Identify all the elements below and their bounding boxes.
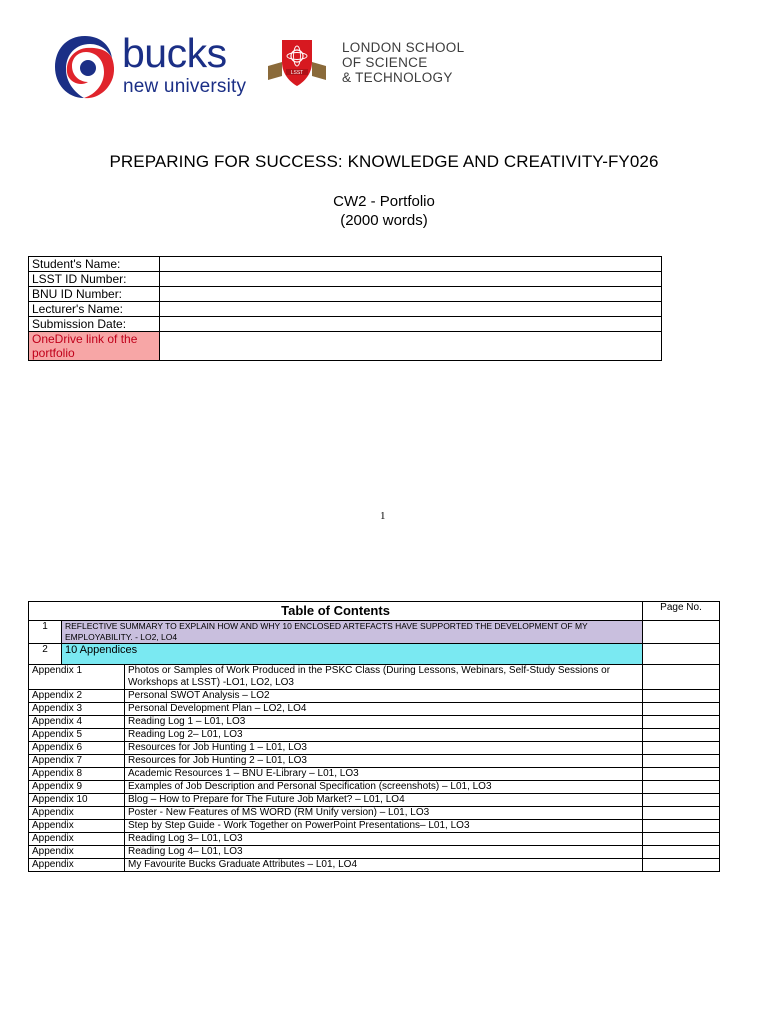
appendix-description: Personal Development Plan – LO2, LO4 [125, 703, 643, 716]
toc-header-row [29, 602, 720, 621]
appendix-description: My Favourite Bucks Graduate Attributes – L01, LO4 [125, 859, 643, 872]
appendix-label: Appendix [29, 846, 125, 859]
lsst-crest-icon [264, 36, 330, 88]
appendix-label: Appendix 7 [29, 755, 125, 768]
table-row [29, 742, 720, 755]
appendix-label: Appendix 3 [29, 703, 125, 716]
table-of-contents [28, 601, 720, 872]
appendix-label: Appendix 5 [29, 729, 125, 742]
appendix-label: Appendix 10 [29, 794, 125, 807]
student-name-field[interactable] [160, 257, 662, 272]
table-row [29, 846, 720, 859]
appendix-description: Blog – How to Prepare for The Future Job Market? – L01, LO4 [125, 794, 643, 807]
table-row [29, 332, 662, 361]
submission-date-label: Submission Date: [29, 317, 160, 332]
appendix-description: Reading Log 3– L01, LO3 [125, 833, 643, 846]
page-cell [643, 729, 720, 742]
page-number: 1 [380, 510, 386, 522]
document-title: PREPARING FOR SUCCESS: KNOWLEDGE AND CREATIVITY-FY026 [109, 152, 659, 171]
table-row [29, 317, 662, 332]
bnu-id-field[interactable] [160, 287, 662, 302]
appendix-description: Reading Log 2– L01, LO3 [125, 729, 643, 742]
bucks-subtitle: new university [123, 76, 247, 97]
bucks-swirl-icon [52, 32, 118, 102]
lsst-logo [264, 36, 474, 96]
lsst-crest-label: LSST [290, 70, 304, 76]
table-row [29, 287, 662, 302]
page-cell [643, 665, 720, 690]
appendix-description: Step by Step Guide - Work Together on PowerPoint Presentations– L01, LO3 [125, 820, 643, 833]
toc-section-row [29, 621, 720, 644]
table-row [29, 257, 662, 272]
lsst-id-field[interactable] [160, 272, 662, 287]
onedrive-link-label: OneDrive link of the portfolio [29, 332, 160, 361]
page-cell [643, 794, 720, 807]
page-cell [643, 859, 720, 872]
section-number: 1 [29, 621, 62, 644]
appendix-description: Reading Log 4– L01, LO3 [125, 846, 643, 859]
appendices-entry: 10 Appendices [62, 644, 643, 665]
appendix-label: Appendix 2 [29, 690, 125, 703]
submission-date-field[interactable] [160, 317, 662, 332]
appendix-description: Academic Resources 1 – BNU E-Library – L01, LO3 [125, 768, 643, 781]
table-row [29, 272, 662, 287]
appendix-label: Appendix [29, 833, 125, 846]
appendix-label: Appendix 1 [29, 665, 125, 690]
table-row [29, 794, 720, 807]
student-info-table [28, 256, 662, 361]
appendix-description: Resources for Job Hunting 1 – L01, LO3 [125, 742, 643, 755]
lsst-name-line-1: LONDON SCHOOL [342, 40, 465, 55]
coursework-title: CW2 - Portfolio [333, 193, 435, 210]
appendix-label: Appendix 4 [29, 716, 125, 729]
toc-section-row [29, 644, 720, 665]
page-cell [643, 644, 720, 665]
appendix-description: Resources for Job Hunting 2 – L01, LO3 [125, 755, 643, 768]
page-cell [643, 621, 720, 644]
page-cell [643, 716, 720, 729]
table-row [29, 755, 720, 768]
table-row [29, 768, 720, 781]
table-row [29, 833, 720, 846]
appendix-description: Examples of Job Description and Personal Specification (screenshots) – L01, LO3 [125, 781, 643, 794]
reflective-summary-entry: REFLECTIVE SUMMARY TO EXPLAIN HOW AND WHY 10 ENCLOSED ARTEFACTS HAVE SUPPORTED THE DEVELOPMENT OF MY EMPLOYABILITY. - LO2, LO4 [62, 621, 643, 644]
page-no-header: Page No. [643, 602, 720, 621]
appendix-label: Appendix [29, 859, 125, 872]
table-row [29, 665, 720, 690]
table-row [29, 781, 720, 794]
appendix-label: Appendix 9 [29, 781, 125, 794]
appendix-label: Appendix [29, 820, 125, 833]
page-cell [643, 807, 720, 820]
bnu-id-label: BNU ID Number: [29, 287, 160, 302]
lsst-name-line-2: OF SCIENCE [342, 55, 428, 70]
onedrive-link-field[interactable] [160, 332, 662, 361]
page-cell [643, 755, 720, 768]
appendix-label: Appendix 8 [29, 768, 125, 781]
lecturer-name-label: Lecturer's Name: [29, 302, 160, 317]
table-row [29, 820, 720, 833]
page-cell [643, 846, 720, 859]
page-cell [643, 833, 720, 846]
page-cell [643, 690, 720, 703]
appendix-label: Appendix 6 [29, 742, 125, 755]
table-row [29, 859, 720, 872]
page-cell [643, 781, 720, 794]
appendix-label: Appendix [29, 807, 125, 820]
word-count: (2000 words) [340, 212, 428, 229]
student-name-label: Student's Name: [29, 257, 160, 272]
table-row [29, 302, 662, 317]
page-cell [643, 820, 720, 833]
page-cell [643, 703, 720, 716]
section-number: 2 [29, 644, 62, 665]
appendix-description: Personal SWOT Analysis – LO2 [125, 690, 643, 703]
lecturer-name-field[interactable] [160, 302, 662, 317]
appendix-description: Reading Log 1 – L01, LO3 [125, 716, 643, 729]
page-cell [643, 742, 720, 755]
lsst-id-label: LSST ID Number: [29, 272, 160, 287]
table-row [29, 703, 720, 716]
table-row [29, 729, 720, 742]
table-row [29, 807, 720, 820]
appendix-description: Poster - New Features of MS WORD (RM Unify version) – L01, LO3 [125, 807, 643, 820]
table-row [29, 690, 720, 703]
appendix-description: Photos or Samples of Work Produced in the PSKC Class (During Lessons, Webinars, Self-Study Sessions or Workshops at LSST) -LO1, LO2, LO3 [125, 665, 643, 690]
bucks-new-university-logo [52, 32, 247, 104]
page-cell [643, 768, 720, 781]
toc-title: Table of Contents [29, 602, 643, 621]
table-row [29, 716, 720, 729]
bucks-wordmark: bucks [122, 30, 227, 76]
lsst-name-line-3: & TECHNOLOGY [342, 70, 453, 85]
